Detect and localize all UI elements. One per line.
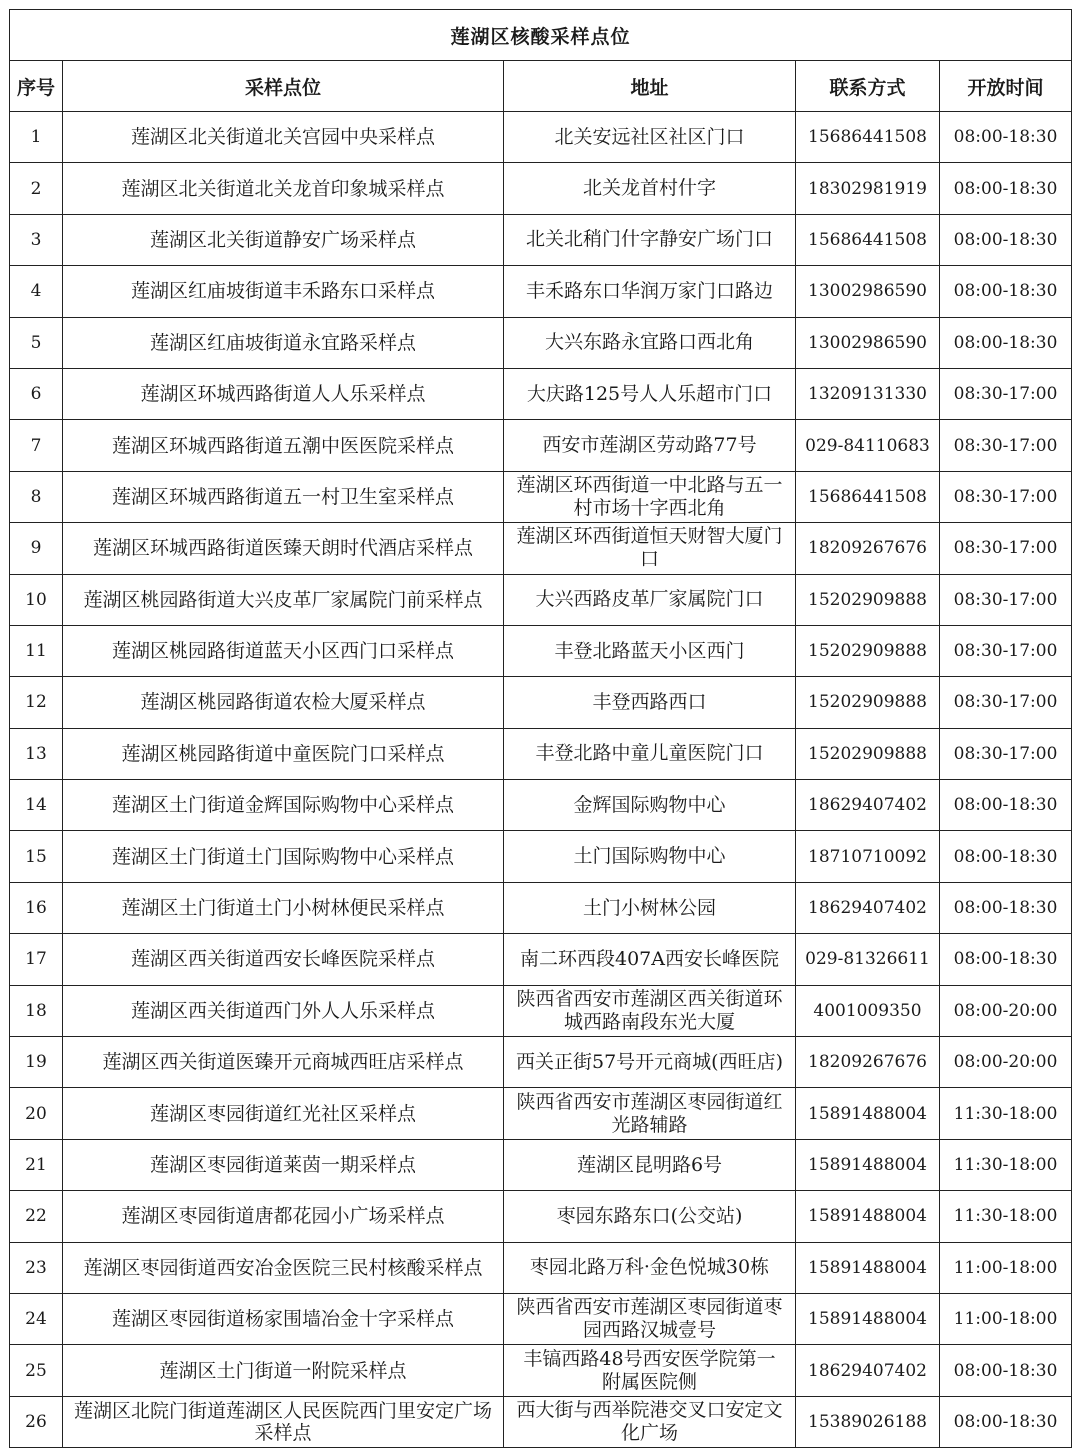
site-name: 莲湖区枣园街道莱茵一期采样点: [63, 1139, 504, 1190]
header-index: 序号: [10, 61, 63, 112]
opening-hours: 08:00-18:30: [940, 163, 1072, 214]
contact-phone: 15891488004: [796, 1088, 940, 1139]
opening-hours: 08:30-17:00: [940, 523, 1072, 574]
opening-hours: 11:30-18:00: [940, 1139, 1072, 1190]
contact-phone: 029-84110683: [796, 420, 940, 471]
opening-hours: 08:00-18:30: [940, 882, 1072, 933]
site-address: 大庆路125号人人乐超市门口: [504, 368, 796, 419]
table-row: [10, 317, 1072, 368]
row-index: 19: [10, 1037, 63, 1088]
site-address: 莲湖区昆明路6号: [504, 1139, 796, 1190]
table-row: [10, 985, 1072, 1036]
contact-phone: 13002986590: [796, 266, 940, 317]
site-address: 北关龙首村什字: [504, 163, 796, 214]
opening-hours: 08:30-17:00: [940, 728, 1072, 779]
row-index: 4: [10, 266, 63, 317]
site-address: 西大街与西举院港交叉口安定文化广场: [504, 1396, 796, 1447]
row-index: 22: [10, 1191, 63, 1242]
contact-phone: 13002986590: [796, 317, 940, 368]
site-name: 莲湖区红庙坡街道永宜路采样点: [63, 317, 504, 368]
table-row: [10, 1191, 1072, 1242]
site-name: 莲湖区北关街道静安广场采样点: [63, 214, 504, 265]
table-row: [10, 677, 1072, 728]
row-index: 15: [10, 831, 63, 882]
site-address: 南二环西段407A西安长峰医院: [504, 934, 796, 985]
opening-hours: 08:00-20:00: [940, 985, 1072, 1036]
site-name: 莲湖区土门街道金辉国际购物中心采样点: [63, 780, 504, 831]
opening-hours: 08:00-18:30: [940, 214, 1072, 265]
site-address: 金辉国际购物中心: [504, 780, 796, 831]
opening-hours: 08:00-18:30: [940, 112, 1072, 163]
site-address: 枣园东路东口(公交站): [504, 1191, 796, 1242]
row-index: 10: [10, 574, 63, 625]
site-address: 大兴西路皮革厂家属院门口: [504, 574, 796, 625]
opening-hours: 08:00-18:30: [940, 934, 1072, 985]
row-index: 12: [10, 677, 63, 728]
row-index: 25: [10, 1345, 63, 1396]
site-name: 莲湖区环城西路街道人人乐采样点: [63, 368, 504, 419]
site-address: 丰镐西路48号西安医学院第一附属医院侧: [504, 1345, 796, 1396]
table-row: [10, 1396, 1072, 1447]
row-index: 14: [10, 780, 63, 831]
site-name: 莲湖区桃园路街道蓝天小区西门口采样点: [63, 625, 504, 676]
opening-hours: 08:30-17:00: [940, 471, 1072, 522]
row-index: 5: [10, 317, 63, 368]
site-name: 莲湖区西关街道西门外人人乐采样点: [63, 985, 504, 1036]
row-index: 20: [10, 1088, 63, 1139]
site-address: 丰登北路中童儿童医院门口: [504, 728, 796, 779]
contact-phone: 18302981919: [796, 163, 940, 214]
row-index: 16: [10, 882, 63, 933]
header-address: 地址: [504, 61, 796, 112]
site-name: 莲湖区北院门街道莲湖区人民医院西门里安定广场采样点: [63, 1396, 504, 1447]
site-name: 莲湖区环城西路街道五一村卫生室采样点: [63, 471, 504, 522]
site-name: 莲湖区红庙坡街道丰禾路东口采样点: [63, 266, 504, 317]
opening-hours: 08:30-17:00: [940, 677, 1072, 728]
site-name: 莲湖区北关街道北关宫园中央采样点: [63, 112, 504, 163]
contact-phone: 15686441508: [796, 214, 940, 265]
table-row: [10, 1037, 1072, 1088]
row-index: 11: [10, 625, 63, 676]
site-address: 丰禾路东口华润万家门口路边: [504, 266, 796, 317]
table-row: [10, 163, 1072, 214]
table-row: [10, 1345, 1072, 1396]
site-name: 莲湖区枣园街道杨家围墙冶金十字采样点: [63, 1293, 504, 1344]
site-address: 枣园北路万科·金色悦城30栋: [504, 1242, 796, 1293]
site-address: 大兴东路永宜路口西北角: [504, 317, 796, 368]
site-address: 丰登北路蓝天小区西门: [504, 625, 796, 676]
table-row: [10, 214, 1072, 265]
site-address: 土门国际购物中心: [504, 831, 796, 882]
contact-phone: 15202909888: [796, 728, 940, 779]
table-row: [10, 934, 1072, 985]
contact-phone: 15891488004: [796, 1139, 940, 1190]
table-row: [10, 728, 1072, 779]
row-index: 24: [10, 1293, 63, 1344]
contact-phone: 15202909888: [796, 625, 940, 676]
table-row: [10, 780, 1072, 831]
opening-hours: 08:30-17:00: [940, 368, 1072, 419]
row-index: 26: [10, 1396, 63, 1447]
row-index: 23: [10, 1242, 63, 1293]
row-index: 18: [10, 985, 63, 1036]
table-row: [10, 882, 1072, 933]
header-site: 采样点位: [63, 61, 504, 112]
contact-phone: 18629407402: [796, 1345, 940, 1396]
opening-hours: 08:30-17:00: [940, 625, 1072, 676]
row-index: 13: [10, 728, 63, 779]
site-name: 莲湖区环城西路街道五潮中医医院采样点: [63, 420, 504, 471]
contact-phone: 15891488004: [796, 1293, 940, 1344]
contact-phone: 15891488004: [796, 1242, 940, 1293]
site-address: 北关北稍门什字静安广场门口: [504, 214, 796, 265]
site-address: 陕西省西安市莲湖区西关街道环城西路南段东光大厦: [504, 985, 796, 1036]
site-address: 西关正街57号开元商城(西旺店): [504, 1037, 796, 1088]
row-index: 21: [10, 1139, 63, 1190]
table-row: [10, 1139, 1072, 1190]
site-name: 莲湖区西关街道西安长峰医院采样点: [63, 934, 504, 985]
opening-hours: 08:30-17:00: [940, 420, 1072, 471]
site-address: 陕西省西安市莲湖区枣园街道枣园西路汉城壹号: [504, 1293, 796, 1344]
contact-phone: 18710710092: [796, 831, 940, 882]
site-address: 莲湖区环西街道一中北路与五一村市场十字西北角: [504, 471, 796, 522]
site-address: 莲湖区环西街道恒天财智大厦门口: [504, 523, 796, 574]
row-index: 9: [10, 523, 63, 574]
opening-hours: 08:00-18:30: [940, 317, 1072, 368]
table-row: [10, 831, 1072, 882]
opening-hours: 11:00-18:00: [940, 1293, 1072, 1344]
site-name: 莲湖区桃园路街道农检大厦采样点: [63, 677, 504, 728]
sampling-sites-sheet: [9, 9, 1071, 1449]
site-name: 莲湖区土门街道土门国际购物中心采样点: [63, 831, 504, 882]
contact-phone: 15686441508: [796, 112, 940, 163]
table-row: [10, 1242, 1072, 1293]
table-title: 莲湖区核酸采样点位: [10, 10, 1072, 61]
site-name: 莲湖区枣园街道红光社区采样点: [63, 1088, 504, 1139]
table-row: [10, 1088, 1072, 1139]
site-address: 陕西省西安市莲湖区枣园街道红光路辅路: [504, 1088, 796, 1139]
contact-phone: 15202909888: [796, 677, 940, 728]
opening-hours: 08:30-17:00: [940, 574, 1072, 625]
table-body: [10, 112, 1072, 1448]
site-name: 莲湖区土门街道一附院采样点: [63, 1345, 504, 1396]
opening-hours: 11:30-18:00: [940, 1088, 1072, 1139]
header-contact: 联系方式: [796, 61, 940, 112]
opening-hours: 08:00-20:00: [940, 1037, 1072, 1088]
contact-phone: 15202909888: [796, 574, 940, 625]
row-index: 8: [10, 471, 63, 522]
contact-phone: 15891488004: [796, 1191, 940, 1242]
table-row: [10, 266, 1072, 317]
table-row: [10, 574, 1072, 625]
opening-hours: 08:00-18:30: [940, 1345, 1072, 1396]
contact-phone: 18629407402: [796, 780, 940, 831]
opening-hours: 11:30-18:00: [940, 1191, 1072, 1242]
site-name: 莲湖区北关街道北关龙首印象城采样点: [63, 163, 504, 214]
row-index: 3: [10, 214, 63, 265]
table-row: [10, 368, 1072, 419]
table-row: [10, 112, 1072, 163]
table-row: [10, 1293, 1072, 1344]
site-name: 莲湖区桃园路街道大兴皮革厂家属院门前采样点: [63, 574, 504, 625]
contact-phone: 15686441508: [796, 471, 940, 522]
contact-phone: 029-81326611: [796, 934, 940, 985]
table-row: [10, 471, 1072, 522]
row-index: 1: [10, 112, 63, 163]
opening-hours: 11:00-18:00: [940, 1242, 1072, 1293]
opening-hours: 08:00-18:30: [940, 266, 1072, 317]
row-index: 17: [10, 934, 63, 985]
site-address: 丰登西路西口: [504, 677, 796, 728]
site-name: 莲湖区枣园街道唐都花园小广场采样点: [63, 1191, 504, 1242]
site-name: 莲湖区西关街道医臻开元商城西旺店采样点: [63, 1037, 504, 1088]
contact-phone: 15389026188: [796, 1396, 940, 1447]
row-index: 2: [10, 163, 63, 214]
contact-phone: 4001009350: [796, 985, 940, 1036]
site-name: 莲湖区环城西路街道医臻天朗时代酒店采样点: [63, 523, 504, 574]
opening-hours: 08:00-18:30: [940, 831, 1072, 882]
site-name: 莲湖区土门街道土门小树林便民采样点: [63, 882, 504, 933]
table-row: [10, 625, 1072, 676]
row-index: 7: [10, 420, 63, 471]
site-address: 土门小树林公园: [504, 882, 796, 933]
contact-phone: 13209131330: [796, 368, 940, 419]
site-name: 莲湖区枣园街道西安冶金医院三民村核酸采样点: [63, 1242, 504, 1293]
opening-hours: 08:00-18:30: [940, 780, 1072, 831]
sampling-sites-table: [9, 9, 1072, 1448]
contact-phone: 18209267676: [796, 1037, 940, 1088]
table-row: [10, 523, 1072, 574]
contact-phone: 18629407402: [796, 882, 940, 933]
site-address: 北关安远社区社区门口: [504, 112, 796, 163]
row-index: 6: [10, 368, 63, 419]
site-address: 西安市莲湖区劳动路77号: [504, 420, 796, 471]
site-name: 莲湖区桃园路街道中童医院门口采样点: [63, 728, 504, 779]
opening-hours: 08:00-18:30: [940, 1396, 1072, 1447]
table-row: [10, 420, 1072, 471]
header-hours: 开放时间: [940, 61, 1072, 112]
contact-phone: 18209267676: [796, 523, 940, 574]
